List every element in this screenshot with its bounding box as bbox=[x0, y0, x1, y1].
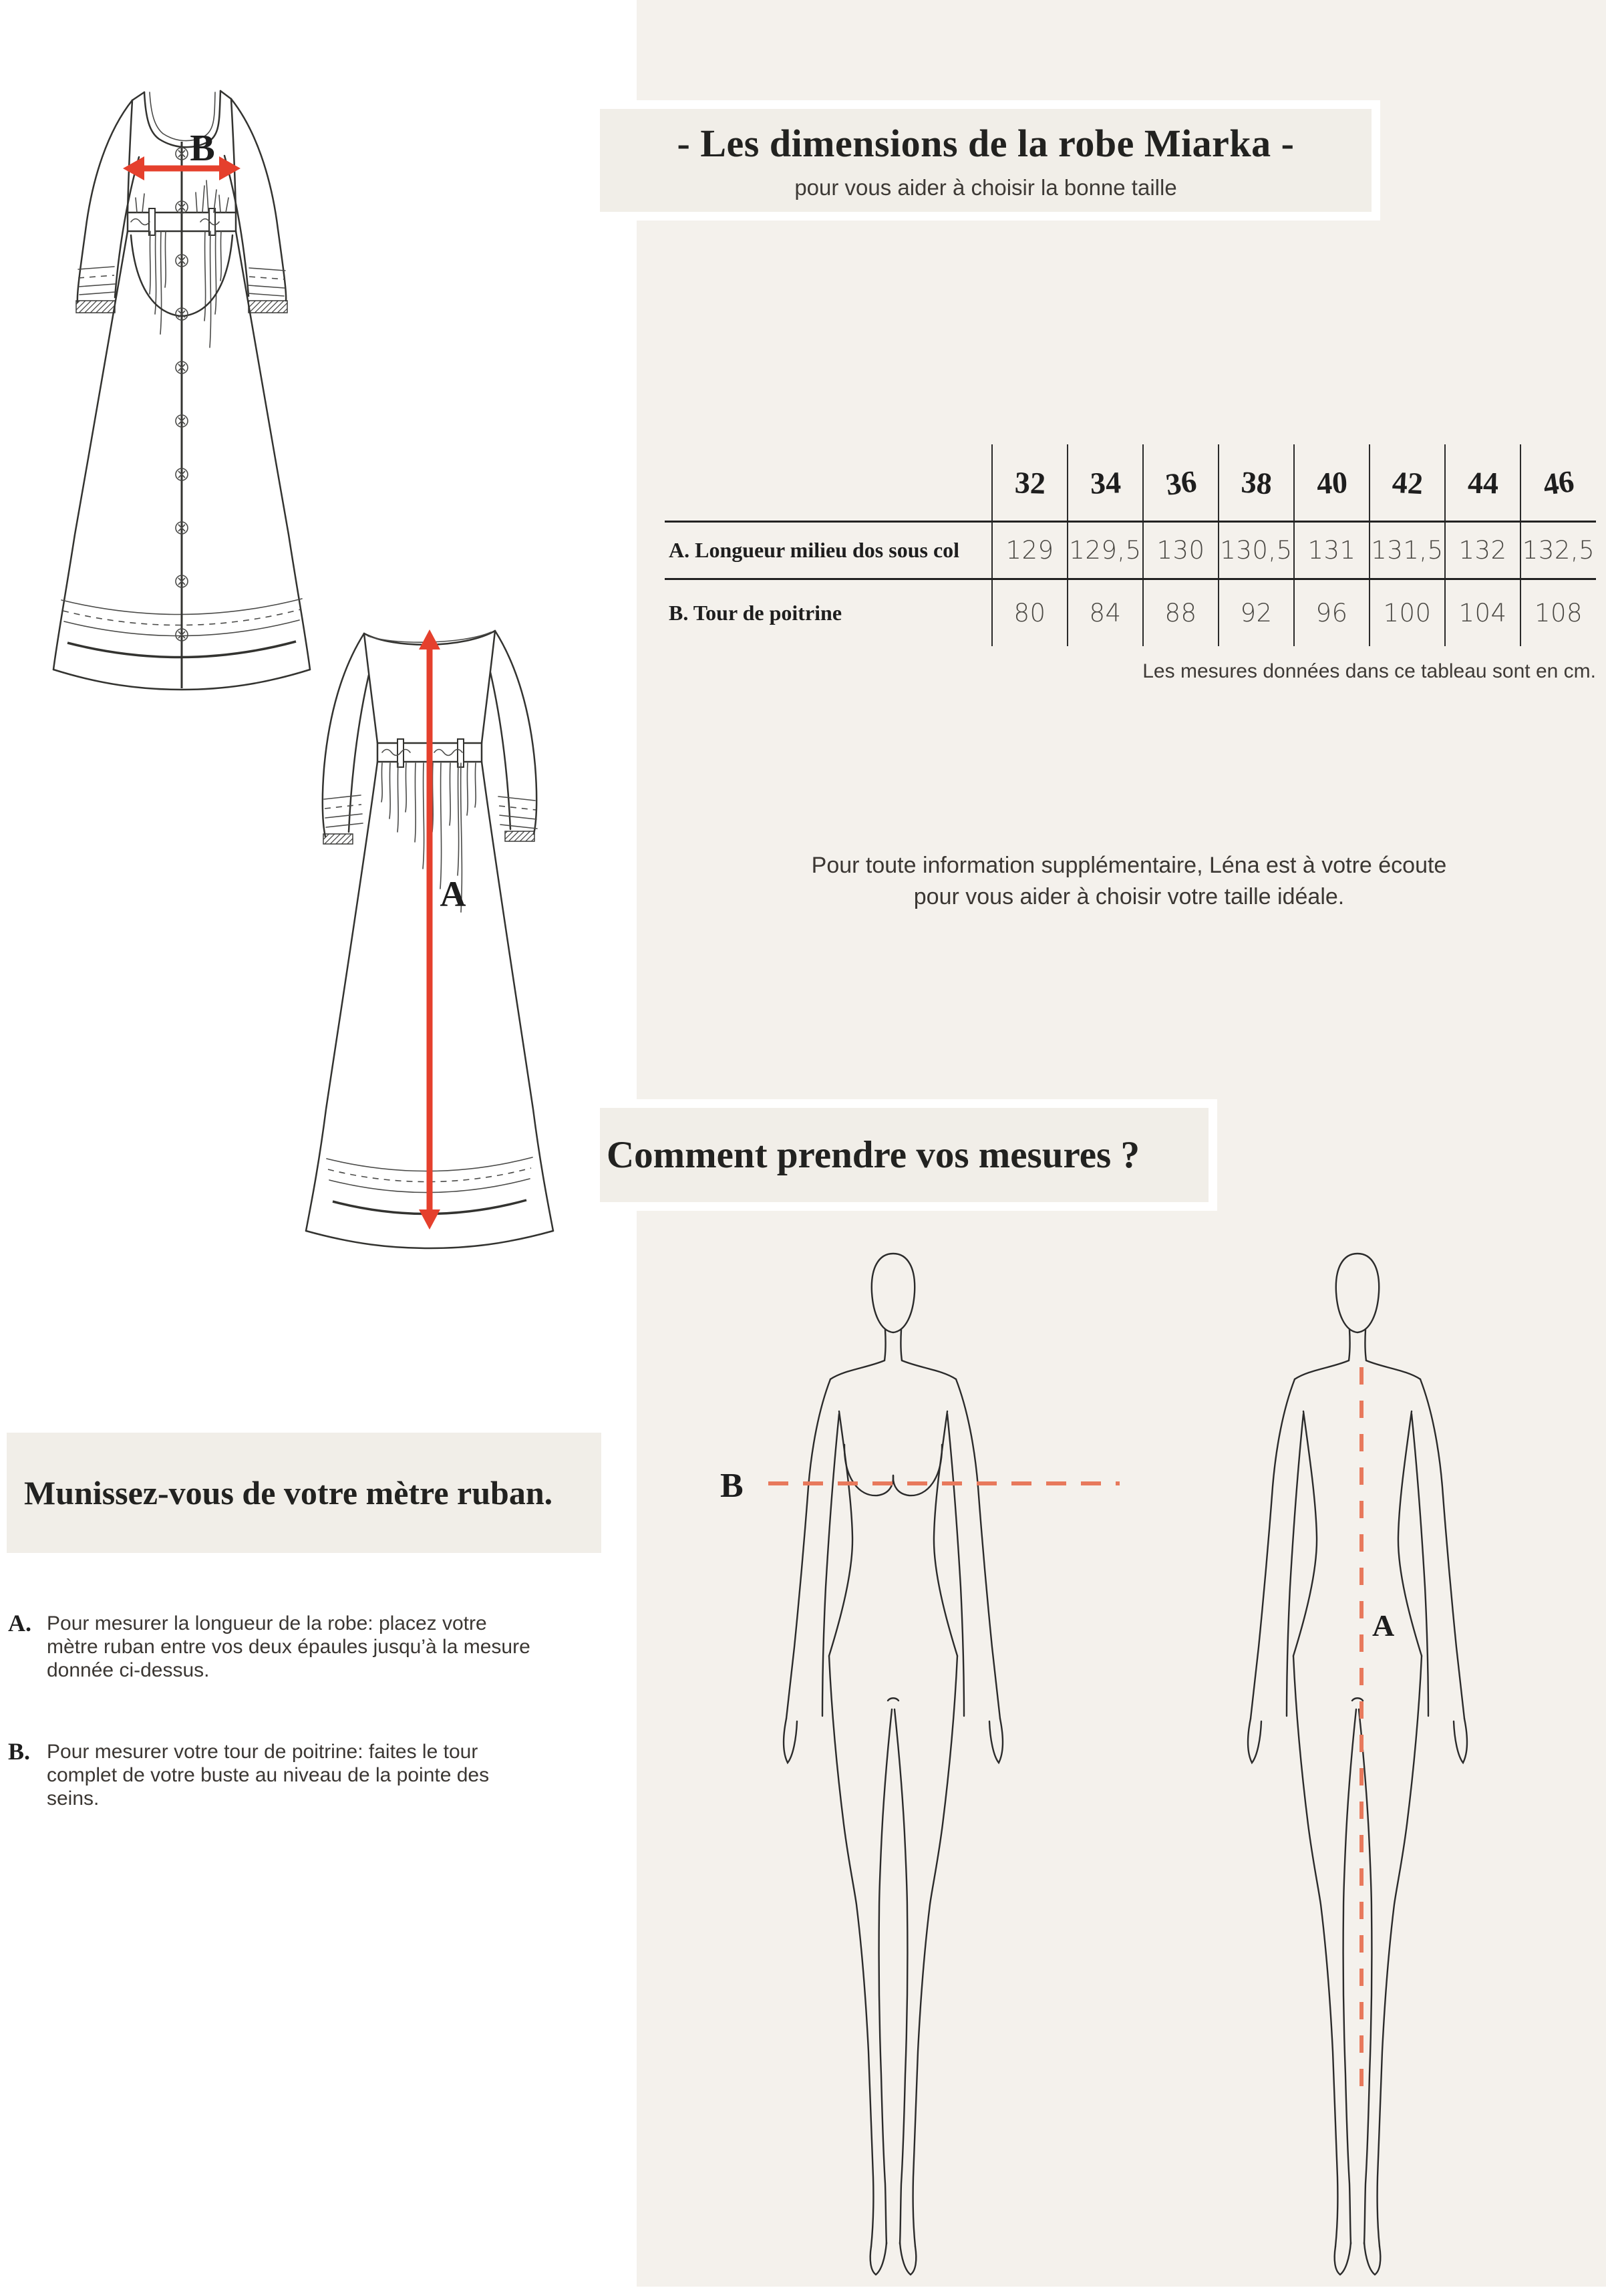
table-note: Les mesures données dans ce tableau sont en cm. bbox=[1142, 660, 1596, 682]
length-label-back-dress: A bbox=[440, 874, 466, 914]
size-col-header: 36 bbox=[1143, 444, 1219, 522]
measure-row-label: B. Tour de poitrine bbox=[669, 600, 842, 625]
measure-value: 131 bbox=[1294, 522, 1370, 579]
figure-front-drawing bbox=[784, 1254, 1003, 2275]
measure-value: 92 bbox=[1219, 579, 1294, 646]
figure-back-drawing bbox=[1248, 1254, 1467, 2275]
info-paragraph bbox=[775, 850, 1483, 913]
measure-value: 129,5 bbox=[1068, 522, 1143, 579]
measure-value: 132 bbox=[1445, 522, 1520, 579]
size-col-header: 34 bbox=[1068, 444, 1143, 522]
prep-heading-box bbox=[7, 1433, 601, 1553]
dress-back-drawing bbox=[281, 598, 608, 1256]
prep-heading: Munissez-vous de votre mètre ruban. bbox=[24, 1474, 553, 1512]
instruction-b-text: Pour mesurer votre tour de poitrine: faites le tour complet de votre buste au niveau de la pointe des seins. bbox=[47, 1741, 490, 1810]
measure-value: 104 bbox=[1445, 579, 1520, 646]
size-col-header: 40 bbox=[1294, 444, 1370, 522]
length-label-figure: A bbox=[1372, 1608, 1395, 1642]
size-col-header: 38 bbox=[1219, 444, 1294, 522]
size-table-body bbox=[665, 522, 1596, 646]
how-to-heading: Comment prendre vos mesures ? bbox=[607, 1134, 1140, 1176]
instruction-a-marker: A. bbox=[8, 1610, 31, 1636]
instruction-b-marker: B. bbox=[8, 1738, 31, 1765]
measure-value: 130 bbox=[1143, 522, 1219, 579]
length-arrow bbox=[419, 629, 440, 1230]
size-col-header: 42 bbox=[1370, 444, 1445, 522]
size-table-row bbox=[665, 579, 1596, 646]
instruction-b bbox=[8, 1740, 541, 1810]
measure-value: 108 bbox=[1520, 579, 1596, 646]
measure-value: 84 bbox=[1068, 579, 1143, 646]
size-table bbox=[665, 444, 1596, 646]
page-title: - Les dimensions de la robe Miarka - bbox=[677, 121, 1295, 165]
size-table-row bbox=[665, 522, 1596, 579]
measure-row-label: A. Longueur milieu dos sous col bbox=[669, 538, 960, 562]
measure-value: 129 bbox=[992, 522, 1068, 579]
size-table-corner bbox=[665, 444, 992, 522]
measure-value: 131,5 bbox=[1370, 522, 1445, 579]
info-line-1: Pour toute information supplémentaire, Léna est à votre écoute bbox=[811, 853, 1447, 878]
measure-value: 132,5 bbox=[1520, 522, 1596, 579]
size-col-header: 44 bbox=[1445, 444, 1520, 522]
size-col-header: 46 bbox=[1520, 444, 1596, 522]
info-line-2: pour vous aider à choisir votre taille idéale. bbox=[913, 884, 1345, 909]
bust-label-front-dress: B bbox=[190, 128, 215, 169]
measure-value: 80 bbox=[992, 579, 1068, 646]
body-figures-drawing bbox=[668, 1236, 1550, 2296]
bust-label-figure: B bbox=[720, 1467, 744, 1505]
title-box bbox=[591, 100, 1380, 221]
measure-value: 100 bbox=[1370, 579, 1445, 646]
how-to-heading-box bbox=[591, 1099, 1217, 1211]
measure-value: 96 bbox=[1294, 579, 1370, 646]
instruction-a bbox=[8, 1612, 541, 1682]
measure-value: 88 bbox=[1143, 579, 1219, 646]
page-subtitle: pour vous aider à choisir la bonne taille bbox=[794, 174, 1177, 200]
measure-value: 130,5 bbox=[1219, 522, 1294, 579]
size-col-header: 32 bbox=[992, 444, 1068, 522]
size-table-head-row bbox=[665, 444, 1596, 522]
instruction-a-text: Pour mesurer la longueur de la robe: placez votre mètre ruban entre vos deux épaules jusqu’à la mesure donnée ci-dessus. bbox=[47, 1612, 530, 1681]
